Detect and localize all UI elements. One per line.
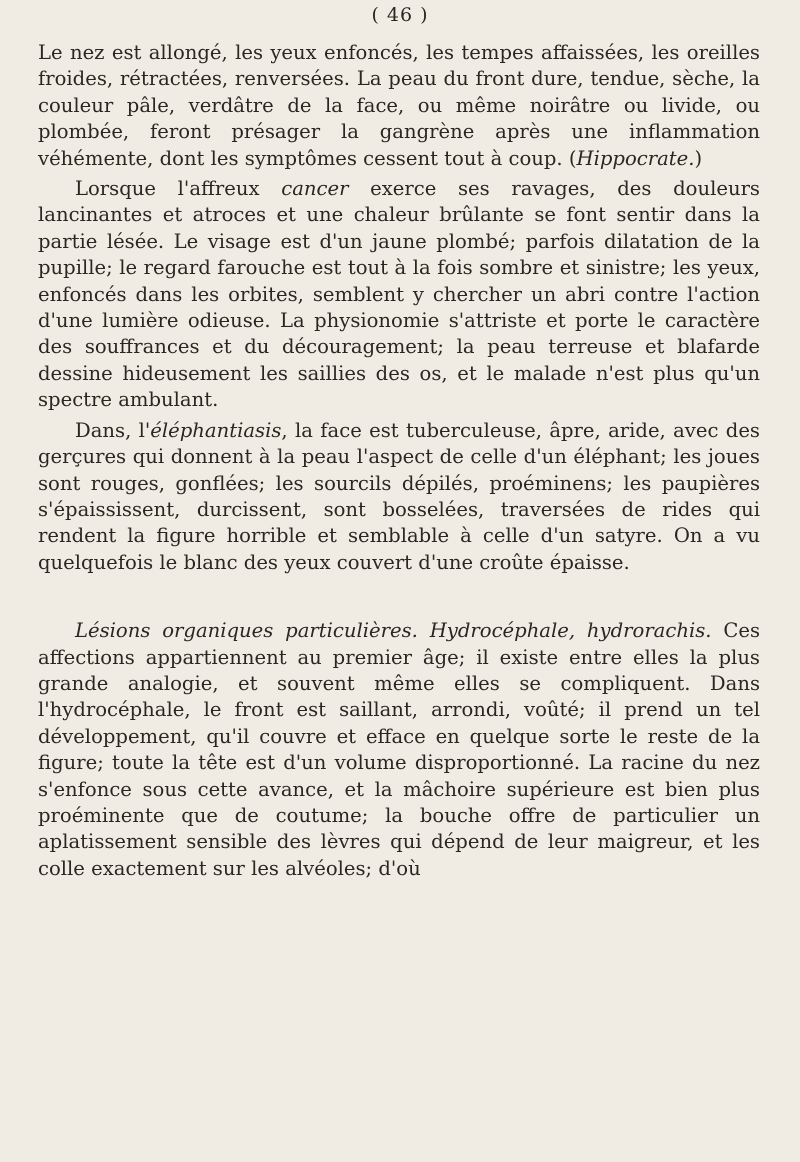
paragraph-hydrocephale (38, 618, 760, 882)
text-segment: exerce ses ravages, des douleurs lancinantes et atroces et une chaleur brûlante se font sentir dans la partie lésée. Le visage est d'un jaune plombé; parfois dilatation de la pupille; le regard farouche est tout à la fois sombre et sinistre; les yeux, enfoncés dans les orbites, semblent y chercher un abri contre l'action d'une lumière odieuse. La physionomie s'attriste et porte le caractère des souffrances et du découragement; la peau terreuse et blafarde dessine hideusement les saillies des os, et le malade n'est plus qu'un spectre ambulant. (38, 177, 760, 412)
paragraph-elephantiasis (38, 418, 760, 576)
text-segment-italic: Hippocrate. (576, 146, 695, 170)
text-segment: Ces affections appartiennent au premier âge; il existe entre elles la plus grande analogie, et souvent même elles se compliquent. Dans l'hydrocéphale, le front est saillant, arrondi, voûté; il prend un tel développement, qu'il couvre et efface en quelque sorte le reste de la figure; toute la tête est d'un volume disproportionné. La racine du nez s'enfonce sous cette avance, et la mâchoire supérieure est bien plus proéminente que de coutume; la bouche offre de particulier un aplatissement sensible des lèvres qui dépend de leur maigreur, et les colle exactement sur les alvéoles; d'où (38, 619, 761, 880)
text-segment-italic: éléphantiasis (150, 418, 282, 442)
page-number: ( 46 ) (371, 4, 429, 26)
paragraph-hippocrate (38, 40, 760, 172)
text-segment: Lorsque l'affreux (75, 177, 282, 201)
text-segment: Dans, l' (75, 418, 151, 442)
paragraph-cancer (38, 176, 760, 414)
page-body (38, 40, 760, 882)
text-segment-italic: cancer (281, 177, 349, 201)
section-gap (38, 576, 760, 618)
text-segment: ) (694, 146, 703, 170)
text-segment: , la face est tuberculeuse, âpre, aride, avec des gerçures qui donnent à la peau l'aspect de celle d'un éléphant; les joues sont rouges, gonflées; les sourcils dépilés, proéminens; les paupières s'épaississent, durcissent, sont bosselées, traversées de rides qui rendent la figure horrible et semblable à celle d'un satyre. On a vu quelquefois le blanc des yeux couvert d'une croûte épaisse. (38, 418, 760, 574)
text-segment-italic: Lésions organiques particulières. Hydrocéphale, hydrorachis. (75, 619, 712, 643)
text-segment: Le nez est allongé, les yeux enfoncés, les tempes affaissées, les oreilles froides, rétractées, renversées. La peau du front dure, tendue, sèche, la couleur pâle, verdâtre de la face, ou même noirâtre ou livide, ou plombée, feront présager la gangrène après une inflammation véhémente, dont les symptômes cessent tout à coup. ( (38, 41, 760, 170)
